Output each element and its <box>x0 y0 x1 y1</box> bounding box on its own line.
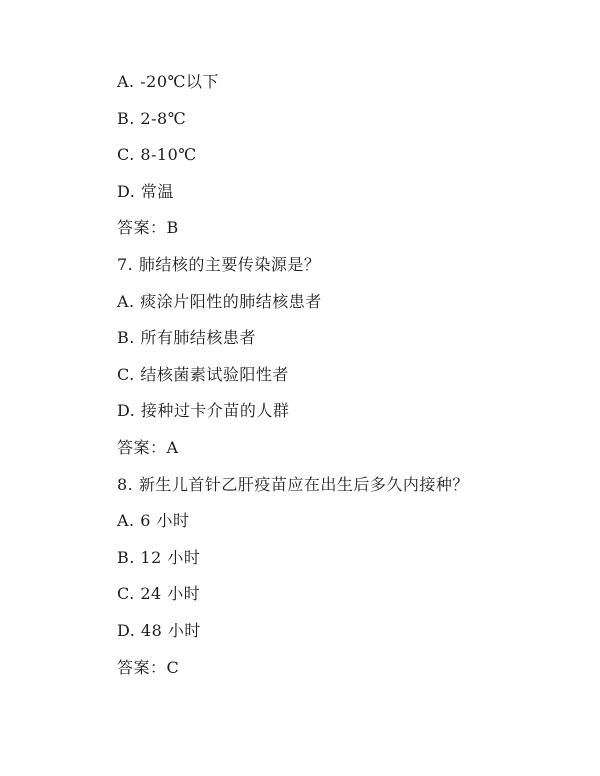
option-a-q7: A. 痰涂片阳性的肺结核患者 <box>117 291 322 311</box>
option-b-q8: B. 12 小时 <box>117 547 201 567</box>
answer-q8: 答案：C <box>117 657 180 677</box>
option-d-q6: D. 常温 <box>117 181 174 201</box>
question-7: 7. 肺结核的主要传染源是？ <box>117 254 321 274</box>
option-c-q6: C. 8-10℃ <box>117 145 197 165</box>
question-list <box>117 68 469 690</box>
question-8: 8. 新生儿首针乙肝疫苗应在出生后多久内接种？ <box>117 474 469 494</box>
option-a-q6: A. -20℃以下 <box>117 72 219 91</box>
answer-q6: 答案：B <box>117 218 179 238</box>
option-b-q7: B. 所有肺结核患者 <box>117 328 256 348</box>
option-b-q6: B. 2-8℃ <box>117 108 187 128</box>
option-d-q7: D. 接种过卡介苗的人群 <box>117 401 290 421</box>
option-d-q8: D. 48 小时 <box>117 620 201 640</box>
answer-q7: 答案：A <box>117 437 179 457</box>
option-a-q8: A. 6 小时 <box>117 511 190 531</box>
option-c-q7: C. 结核菌素试验阳性者 <box>117 364 289 384</box>
option-c-q8: C. 24 小时 <box>117 584 201 604</box>
